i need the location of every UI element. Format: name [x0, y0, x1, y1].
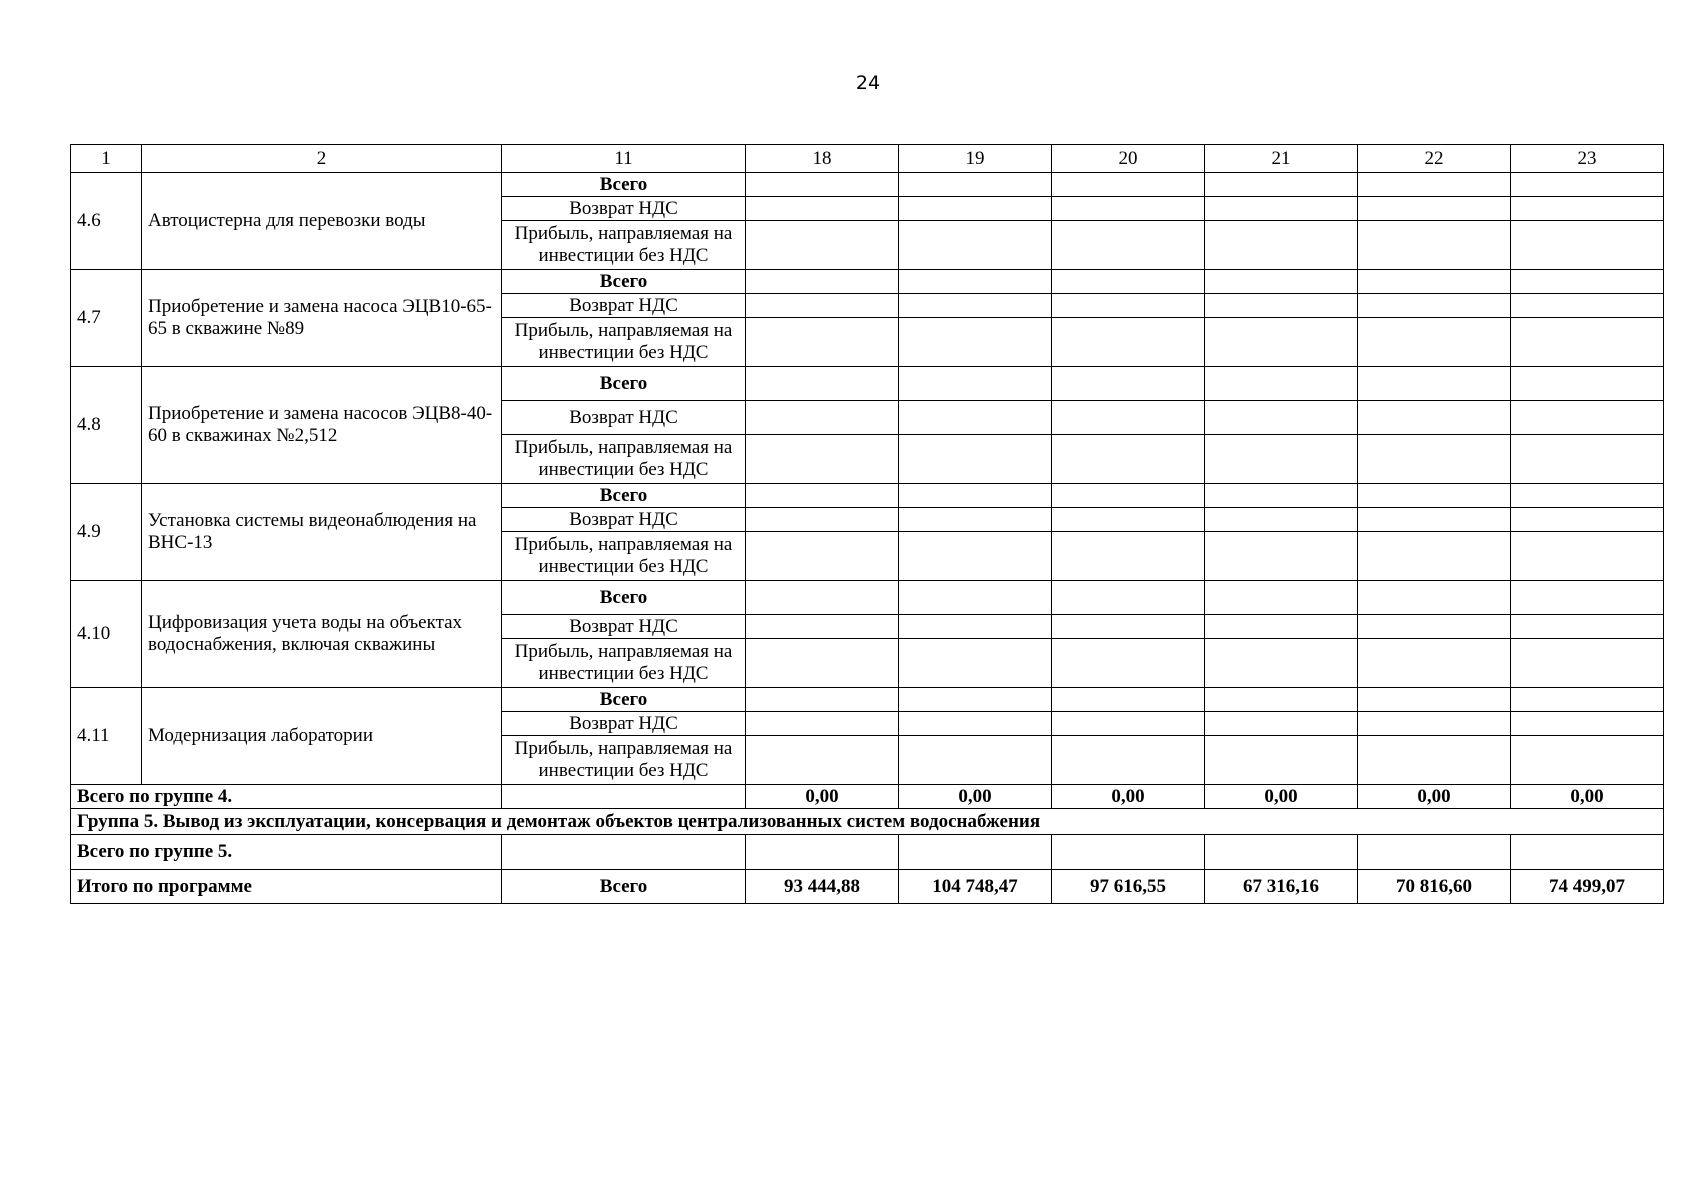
column-header: 2	[142, 145, 502, 173]
value-cell	[1052, 484, 1205, 508]
group5-total-label: Всего по группе 5.	[71, 835, 502, 870]
value-cell	[746, 484, 899, 508]
value-cell	[1052, 581, 1205, 615]
value-cell	[1511, 484, 1664, 508]
value-cell	[746, 639, 899, 688]
funding-source-label: Возврат НДС	[502, 508, 746, 532]
funding-source-label: Прибыль, направляемая на инвестиции без НДС	[502, 736, 746, 785]
value-cell	[1205, 270, 1358, 294]
value-cell	[1205, 532, 1358, 581]
funding-source-label: Всего	[502, 581, 746, 615]
value-cell	[1358, 532, 1511, 581]
value-cell	[899, 712, 1052, 736]
value-cell	[1358, 401, 1511, 435]
value-cell	[1511, 318, 1664, 367]
group4-total-value: 0,00	[899, 785, 1052, 809]
column-header: 20	[1052, 145, 1205, 173]
value-cell	[1205, 435, 1358, 484]
value-cell	[1205, 318, 1358, 367]
group5-total-row	[71, 835, 1664, 870]
item-name: Приобретение и замена насосов ЭЦВ8-40-60 в скважинах №2,512	[142, 367, 502, 484]
value-cell	[1358, 221, 1511, 270]
value-cell	[899, 688, 1052, 712]
value-cell	[746, 581, 899, 615]
value-cell	[1511, 615, 1664, 639]
investment-program-table	[70, 144, 1664, 904]
value-cell	[746, 712, 899, 736]
value-cell	[1052, 221, 1205, 270]
value-cell	[899, 197, 1052, 221]
value-cell	[1511, 401, 1664, 435]
value-cell	[746, 318, 899, 367]
value-cell	[899, 508, 1052, 532]
value-cell	[1052, 367, 1205, 401]
program-total-sub-label: Всего	[502, 870, 746, 904]
value-cell	[1205, 508, 1358, 532]
value-cell	[1205, 639, 1358, 688]
funding-source-label: Возврат НДС	[502, 294, 746, 318]
value-cell	[746, 173, 899, 197]
value-cell	[746, 221, 899, 270]
funding-source-label: Прибыль, направляемая на инвестиции без НДС	[502, 532, 746, 581]
value-cell	[1511, 367, 1664, 401]
value-cell	[1205, 367, 1358, 401]
item-row	[71, 367, 1664, 401]
value-cell	[746, 367, 899, 401]
value-cell	[1511, 294, 1664, 318]
item-number: 4.11	[71, 688, 142, 785]
column-header: 1	[71, 145, 142, 173]
program-total-value: 67 316,16	[1205, 870, 1358, 904]
group4-total-label: Всего по группе 4.	[71, 785, 502, 809]
funding-source-label: Возврат НДС	[502, 615, 746, 639]
value-cell	[899, 221, 1052, 270]
value-cell	[1511, 270, 1664, 294]
item-row	[71, 484, 1664, 508]
value-cell	[746, 736, 899, 785]
value-cell	[1358, 484, 1511, 508]
value-cell	[746, 435, 899, 484]
value-cell	[1358, 367, 1511, 401]
value-cell	[899, 736, 1052, 785]
program-total-value: 97 616,55	[1052, 870, 1205, 904]
value-cell	[1205, 712, 1358, 736]
value-cell	[1052, 294, 1205, 318]
value-cell	[1205, 294, 1358, 318]
value-cell	[1052, 318, 1205, 367]
value-cell	[1511, 639, 1664, 688]
funding-source-label: Возврат НДС	[502, 401, 746, 435]
funding-source-label: Всего	[502, 367, 746, 401]
value-cell	[746, 688, 899, 712]
value-cell	[1511, 221, 1664, 270]
column-header: 23	[1511, 145, 1664, 173]
item-number: 4.7	[71, 270, 142, 367]
value-cell	[899, 532, 1052, 581]
value-cell	[1052, 197, 1205, 221]
value-cell	[1511, 435, 1664, 484]
item-name: Цифровизация учета воды на объектах водоснабжения, включая скважины	[142, 581, 502, 688]
group4-total-value: 0,00	[746, 785, 899, 809]
value-cell	[1358, 270, 1511, 294]
item-name: Модернизация лаборатории	[142, 688, 502, 785]
value-cell	[1205, 688, 1358, 712]
group4-total-value: 0,00	[1205, 785, 1358, 809]
value-cell	[1358, 736, 1511, 785]
value-cell	[1511, 197, 1664, 221]
value-cell	[1052, 435, 1205, 484]
value-cell	[899, 318, 1052, 367]
group4-total-row	[71, 785, 1664, 809]
funding-source-label: Возврат НДС	[502, 712, 746, 736]
value-cell	[899, 173, 1052, 197]
value-cell	[502, 835, 746, 870]
item-number: 4.8	[71, 367, 142, 484]
group4-total-value: 0,00	[1052, 785, 1205, 809]
column-header: 18	[746, 145, 899, 173]
value-cell	[899, 401, 1052, 435]
value-cell	[899, 639, 1052, 688]
page-number: 24	[855, 72, 881, 94]
value-cell	[1052, 835, 1205, 870]
item-number: 4.10	[71, 581, 142, 688]
funding-source-label: Прибыль, направляемая на инвестиции без НДС	[502, 318, 746, 367]
value-cell	[746, 270, 899, 294]
value-cell	[1205, 835, 1358, 870]
value-cell	[1052, 173, 1205, 197]
funding-source-label: Всего	[502, 688, 746, 712]
value-cell	[746, 532, 899, 581]
value-cell	[1052, 639, 1205, 688]
item-name: Автоцистерна для перевозки воды	[142, 173, 502, 270]
value-cell	[1358, 712, 1511, 736]
item-row	[71, 581, 1664, 615]
value-cell	[1358, 173, 1511, 197]
program-total-value: 104 748,47	[899, 870, 1052, 904]
item-number: 4.6	[71, 173, 142, 270]
value-cell	[1358, 835, 1511, 870]
value-cell	[899, 484, 1052, 508]
group4-total-value: 0,00	[1511, 785, 1664, 809]
value-cell	[746, 197, 899, 221]
column-header: 21	[1205, 145, 1358, 173]
column-header: 22	[1358, 145, 1511, 173]
value-cell	[1205, 173, 1358, 197]
funding-source-label: Всего	[502, 484, 746, 508]
value-cell	[1511, 508, 1664, 532]
value-cell	[1052, 508, 1205, 532]
value-cell	[1052, 688, 1205, 712]
value-cell	[1052, 401, 1205, 435]
value-cell	[746, 508, 899, 532]
value-cell	[1205, 401, 1358, 435]
item-row	[71, 688, 1664, 712]
program-total-label: Итого по программе	[71, 870, 502, 904]
value-cell	[1358, 581, 1511, 615]
value-cell	[1511, 712, 1664, 736]
value-cell	[1358, 508, 1511, 532]
value-cell	[1511, 581, 1664, 615]
value-cell	[899, 435, 1052, 484]
value-cell	[1511, 736, 1664, 785]
value-cell	[746, 615, 899, 639]
column-number-row	[71, 145, 1664, 173]
program-total-row	[71, 870, 1664, 904]
value-cell	[1358, 318, 1511, 367]
value-cell	[1205, 581, 1358, 615]
funding-source-label: Возврат НДС	[502, 197, 746, 221]
value-cell	[1052, 736, 1205, 785]
value-cell	[899, 270, 1052, 294]
funding-source-label: Прибыль, направляемая на инвестиции без НДС	[502, 435, 746, 484]
value-cell	[746, 401, 899, 435]
value-cell	[1205, 615, 1358, 639]
item-name: Установка системы видеонаблюдения на ВНС-13	[142, 484, 502, 581]
value-cell	[1358, 688, 1511, 712]
value-cell	[746, 294, 899, 318]
value-cell	[1052, 532, 1205, 581]
value-cell	[746, 835, 899, 870]
value-cell	[1052, 712, 1205, 736]
value-cell	[899, 615, 1052, 639]
value-cell	[1358, 615, 1511, 639]
value-cell	[899, 367, 1052, 401]
funding-source-label: Прибыль, направляемая на инвестиции без НДС	[502, 221, 746, 270]
program-total-value: 70 816,60	[1358, 870, 1511, 904]
column-header: 11	[502, 145, 746, 173]
value-cell	[1052, 270, 1205, 294]
column-header: 19	[899, 145, 1052, 173]
value-cell	[1511, 835, 1664, 870]
value-cell	[1205, 484, 1358, 508]
funding-source-label: Всего	[502, 173, 746, 197]
item-name: Приобретение и замена насоса ЭЦВ10-65-65 в скважине №89	[142, 270, 502, 367]
value-cell	[1358, 639, 1511, 688]
value-cell	[899, 581, 1052, 615]
value-cell	[1052, 615, 1205, 639]
value-cell	[899, 835, 1052, 870]
value-cell	[1511, 532, 1664, 581]
funding-source-label: Всего	[502, 270, 746, 294]
value-cell	[1358, 197, 1511, 221]
value-cell	[1358, 294, 1511, 318]
group5-heading-row	[71, 809, 1664, 835]
program-total-value: 74 499,07	[1511, 870, 1664, 904]
value-cell	[1511, 173, 1664, 197]
empty-cell	[502, 785, 746, 809]
item-row	[71, 270, 1664, 294]
item-row	[71, 173, 1664, 197]
program-total-value: 93 444,88	[746, 870, 899, 904]
value-cell	[1205, 197, 1358, 221]
value-cell	[1358, 435, 1511, 484]
funding-source-label: Прибыль, направляемая на инвестиции без НДС	[502, 639, 746, 688]
value-cell	[1205, 221, 1358, 270]
group5-heading: Группа 5. Вывод из эксплуатации, консервация и демонтаж объектов централизованных систем водоснабжения	[71, 809, 1664, 835]
value-cell	[899, 294, 1052, 318]
value-cell	[1205, 736, 1358, 785]
value-cell	[1511, 688, 1664, 712]
item-number: 4.9	[71, 484, 142, 581]
group4-total-value: 0,00	[1358, 785, 1511, 809]
